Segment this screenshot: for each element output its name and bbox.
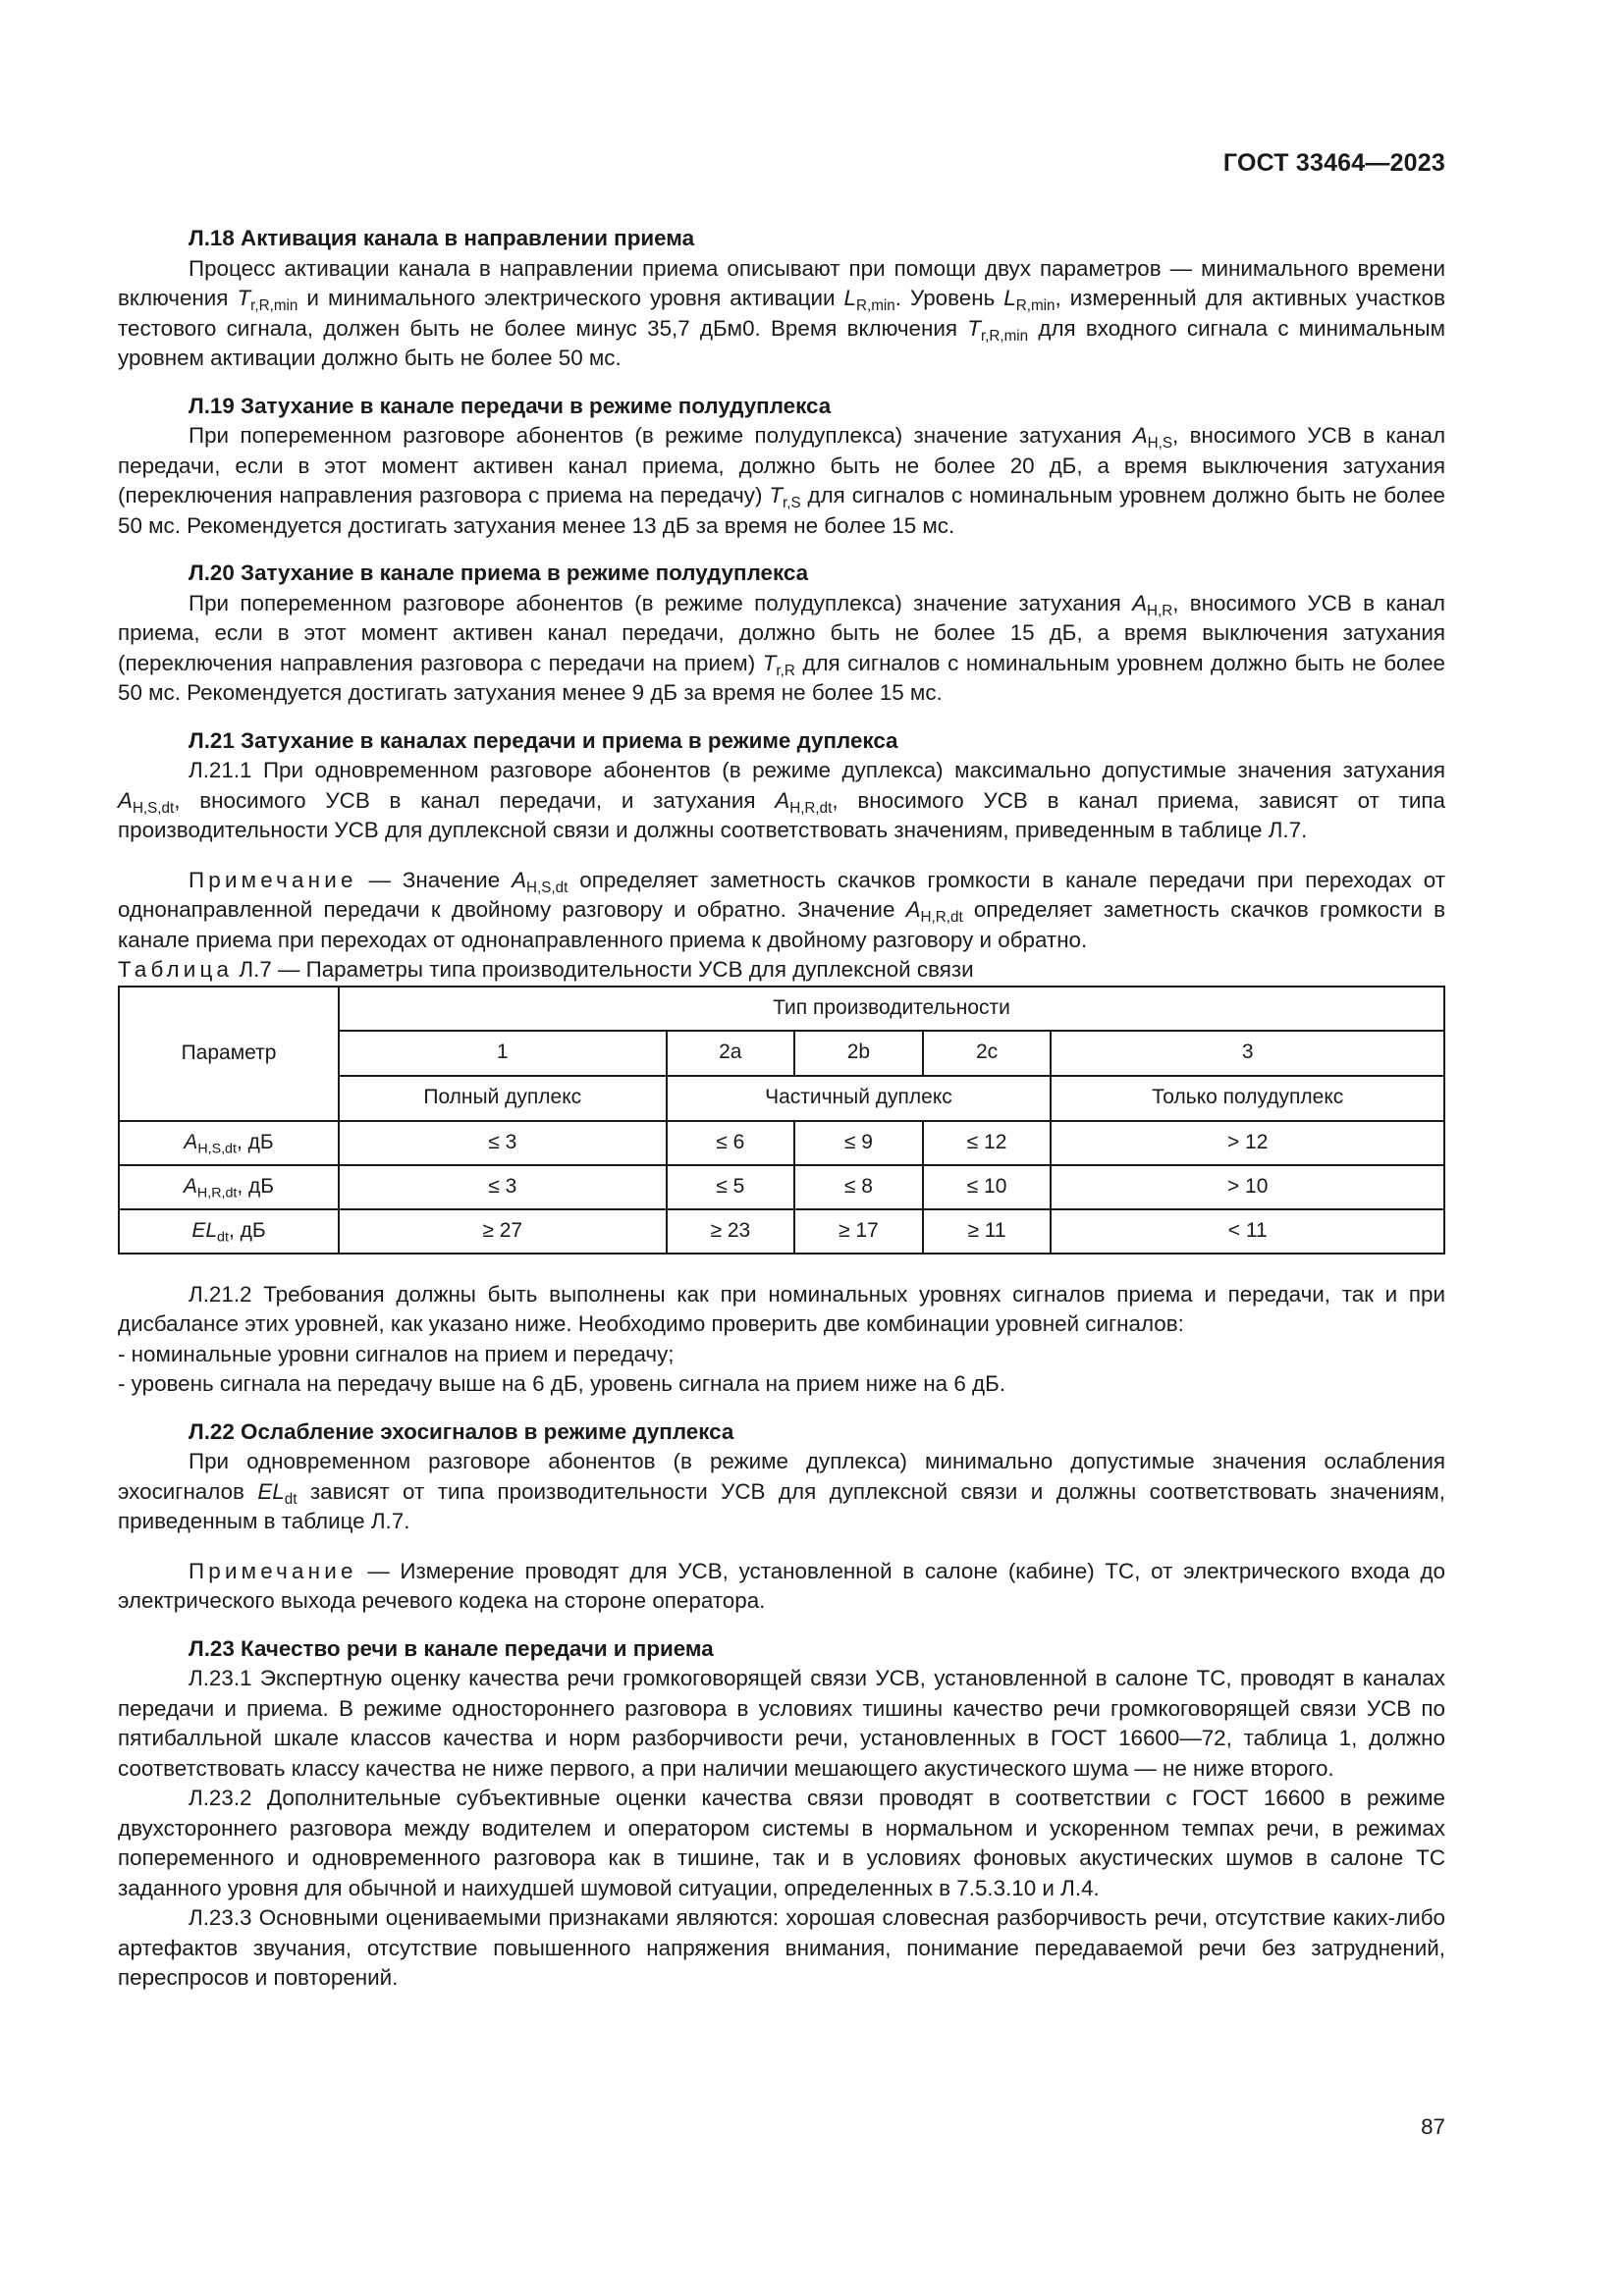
value-cell: ≥ 27	[339, 1209, 667, 1254]
value-cell: ≤ 9	[794, 1121, 923, 1165]
page-number: 87	[1421, 2114, 1445, 2139]
note-paragraph: Примечание — Значение $A_{H,S,dt}$ определяет заметность скачков громкости в канале передачи при переходах от однонаправленной передачи к двойному разговору и обратно. Значение $A_{H,R,dt}$ определяет заметность скачков громкости в канале приема при переходах от однонаправленного приема к двойному разговору и обратно.	[118, 867, 1445, 952]
table-row	[119, 1165, 1444, 1209]
symbol-a: A	[905, 897, 921, 922]
symbol-l: L	[843, 286, 856, 310]
parameters-table	[118, 986, 1445, 1255]
section-title: Л.19 Затухание в канале передачи в режиме полудуплекса	[189, 393, 832, 418]
paragraph: Л.23.2 Дополнительные субъективные оценки качества связи проводят в соответствии с ГОСТ 16600 в режиме двухстороннего разговора между водителем и оператором системы в нормальном и ускоренном темпах речи, в режимах попеременного и одновременного разговора как в тишине, так и в условиях фоновых акустических шумов в салоне ТС заданного уровня для обычной и наихудшей шумовой ситуации, определенных в 7.5.3.10 и Л.4.	[118, 1786, 1445, 1900]
value-cell: ≤ 5	[667, 1165, 795, 1209]
subscript: R,min	[855, 296, 895, 314]
value-cell: ≥ 23	[667, 1209, 795, 1254]
subscript: H,S,dt	[526, 879, 568, 896]
list	[118, 1340, 1445, 1400]
subscript: dt	[284, 1490, 298, 1508]
section-title: Л.18 Активация канала в направлении приема	[189, 226, 695, 250]
subscript: H,R,dt	[920, 908, 963, 926]
value-cell: ≤ 6	[667, 1121, 795, 1165]
type-cell: 2b	[794, 1031, 923, 1076]
paragraph: При попеременном разговоре абонентов (в режиме полудуплекса) значение затухания $A_{H,R}$, вносимого УСВ в канал приема, если в этот момент активен канал передачи, должно быть не более 15 дБ, а время выключения затухания (переключения направления разговора с передачи на прием) $T_{r,R}$ для сигналов с номинальным уровнем должно быть не более 50 мс. Рекомендуется достигать затухания менее 9 дБ за время не более 15 мс.	[118, 590, 1445, 705]
value-cell: ≥ 17	[794, 1209, 923, 1254]
table-label: Таблица	[118, 957, 234, 982]
symbol-a: A	[1132, 423, 1148, 448]
mode-cell: Только полудуплекс	[1051, 1076, 1444, 1121]
list-item: - номинальные уровни сигналов на прием и передачу;	[118, 1341, 675, 1366]
subscript: r,R,min	[250, 296, 298, 314]
section-title: Л.23 Качество речи в канале передачи и приема	[189, 1635, 714, 1661]
paragraph: Л.23.1 Экспертную оценку качества речи громкоговорящей связи УСВ, установленной в салоне ТС, проводят в каналах передачи и приема. В режиме одностороннего разговора в условиях тишины качество речи громкоговорящей связи УСВ по пятибалльной шкале классов качества и норм разборчивости речи, установленных в ГОСТ 16600—72, таблица 1, должно соответствовать классу качества не ниже первого, а при наличии мешающего акустического шума — не ниже второго.	[118, 1666, 1445, 1781]
value-cell: > 12	[1051, 1121, 1444, 1165]
subscript: H,S,dt	[132, 799, 175, 817]
subscript: R,min	[1015, 296, 1056, 314]
section-title: Л.20 Затухание в канале приема в режиме полудуплекса	[189, 561, 809, 585]
type-cell: 2a	[667, 1031, 795, 1076]
param-cell: $A_{H,S,dt}$, дБ	[119, 1121, 339, 1165]
type-cell: 1	[339, 1031, 667, 1076]
table-caption: Таблица Л.7 — Параметры типа производительности УСВ для дуплексной связи	[118, 957, 974, 982]
symbol-a: A	[1132, 590, 1148, 615]
symbol-t: T	[967, 315, 981, 341]
param-header-cell: Параметр	[119, 987, 339, 1121]
section-title: Л.22 Ослабление эхосигналов в режиме дуплекса	[189, 1418, 734, 1444]
paragraph: Л.21.1 При одновременном разговоре абонентов (в режиме дуплекса) максимально допустимые значения затухания $A_{H,S,dt}$, вносимого УСВ в канал передачи, и затухания $A_{H,R,dt}$, вносимого УСВ в канал приема, зависят от типа производительности УСВ для дуплексной связи и должны соответствовать значениям, приведенным в таблице Л.7.	[118, 758, 1445, 842]
symbol-l: L	[1003, 286, 1016, 310]
section-l20	[118, 559, 1445, 709]
value-cell: ≤ 8	[794, 1165, 923, 1209]
paragraph: Л.23.3 Основными оцениваемыми признаками являются: хорошая словесная разборчивость речи, отсутствие каких-либо артефактов звучания, отсутствие повышенного напряжения внимания, понимание передаваемой речи без затруднений, переспросов и повторений.	[118, 1905, 1445, 1990]
value-cell: ≥ 11	[923, 1209, 1052, 1254]
value-cell: ≤ 3	[339, 1165, 667, 1209]
value-cell: ≤ 10	[923, 1165, 1052, 1209]
paragraph: Л.21.2 Требования должны быть выполнены как при номинальных уровнях сигналов приема и передачи, так и при дисбалансе этих уровней, как указано ниже. Необходимо проверить две комбинации уровней сигналов:	[118, 1281, 1445, 1336]
symbol-a: A	[118, 787, 133, 813]
mode-cell: Частичный дуплекс	[667, 1076, 1052, 1121]
note-paragraph: Примечание — Измерение проводят для УСВ, установленной в салоне (кабине) ТС, от электрического входа до электрического выхода речевого кодека на стороне оператора.	[118, 1558, 1445, 1613]
value-cell: ≤ 12	[923, 1121, 1052, 1165]
subscript: H,R	[1147, 602, 1173, 619]
document-id-header: ГОСТ 33464—2023	[1222, 149, 1445, 177]
section-l19	[118, 392, 1445, 542]
type-cell: 3	[1051, 1031, 1444, 1076]
section-title: Л.21 Затухание в каналах передачи и приема в режиме дуплекса	[189, 727, 898, 753]
subscript: r,S	[783, 494, 801, 511]
value-cell: > 10	[1051, 1165, 1444, 1209]
document-body	[118, 224, 1445, 1994]
table-row	[119, 1121, 1444, 1165]
symbol-a: A	[512, 867, 527, 892]
table-row	[119, 1209, 1444, 1254]
paragraph: При попеременном разговоре абонентов (в режиме полудуплекса) значение затухания $A_{H,S}$, вносимого УСВ в канал передачи, если в этот момент активен канал приема, должно быть не более 20 дБ, а время выключения затухания (переключения направления разговора с приема на передачу) $T_{r,S}$ для сигналов с номинальным уровнем должно быть не более 50 мс. Рекомендуется достигать затухания менее 13 дБ за время не более 15 мс.	[118, 423, 1446, 538]
note-label: Примечание	[189, 1558, 357, 1583]
section-l22	[118, 1417, 1445, 1617]
param-cell: $EL_{dt}$, дБ	[119, 1209, 339, 1254]
type-header-cell: Тип производительности	[339, 987, 1444, 1031]
section-l18	[118, 224, 1445, 374]
mode-cell: Полный дуплекс	[339, 1076, 667, 1121]
symbol-t: T	[762, 650, 777, 675]
subscript: r,R	[776, 662, 795, 679]
subscript: H,R,dt	[789, 799, 833, 817]
section-l21	[118, 726, 1445, 1400]
list-item: - уровень сигнала на передачу выше на 6 дБ, уровень сигнала на прием ниже на 6 дБ.	[118, 1371, 1005, 1396]
subscript: r,R,min	[980, 327, 1029, 345]
note-label: Примечание	[189, 867, 357, 892]
symbol-a: A	[775, 787, 790, 813]
subscript: H,S	[1147, 434, 1172, 452]
table-header-row	[119, 987, 1444, 1031]
paragraph: Процесс активации канала в направлении приема описывают при помощи двух параметров — минимального времени включения $T_{r,R,min}$ и минимального электрического уровня активации $L_{R,min}$. Уровень $L_{R,min}$, измеренный для активных участков тестового сигнала, должен быть не более минус 35,7 дБм0. Время включения $T_{r,R,min}$ для входного сигнала с минимальным уровнем активации должно быть не более 50 мс.	[118, 255, 1445, 370]
symbol-t: T	[769, 483, 784, 507]
type-cell: 2c	[923, 1031, 1052, 1076]
value-cell: ≤ 3	[339, 1121, 667, 1165]
symbol-t: T	[237, 286, 251, 310]
param-cell: $A_{H,R,dt}$, дБ	[119, 1165, 339, 1209]
symbol-el: EL	[257, 1478, 285, 1504]
paragraph: При одновременном разговоре абонентов (в режиме дуплекса) минимально допустимые значения ослабления эхосигналов $EL_{dt}$ зависят от типа производительности УСВ для дуплексной связи и должны соответствовать значениям, приведенным в таблице Л.7.	[118, 1449, 1445, 1533]
value-cell: < 11	[1051, 1209, 1444, 1254]
section-l23	[118, 1634, 1445, 1994]
